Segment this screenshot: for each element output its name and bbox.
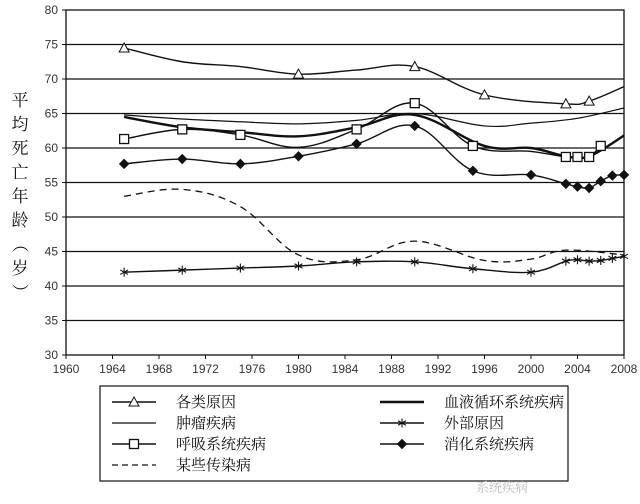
data-point <box>236 159 245 168</box>
series-0 <box>119 43 624 108</box>
x-tick-label: 1984 <box>331 362 359 376</box>
legend-label: 呼吸系统疾病 <box>176 435 267 453</box>
plot-area <box>45 3 638 376</box>
data-point <box>236 130 245 139</box>
x-tick-label: 1988 <box>378 362 405 376</box>
data-point <box>468 141 477 150</box>
x-tick-label: 1996 <box>471 362 498 376</box>
data-point <box>585 152 594 161</box>
series-3 <box>120 252 628 277</box>
data-point <box>120 159 129 168</box>
data-point <box>352 125 361 134</box>
series-line <box>124 103 601 158</box>
data-point <box>178 125 187 134</box>
y-axis-label-char: 龄 <box>11 211 29 231</box>
data-point <box>294 152 303 161</box>
series-4 <box>120 99 606 162</box>
x-tick-label: 2000 <box>517 362 545 376</box>
legend-label: 各类原因 <box>176 393 237 411</box>
y-axis-label-char: 平 <box>11 91 29 111</box>
x-tick-label: 1972 <box>192 362 219 376</box>
x-tick-label: 1960 <box>52 362 80 376</box>
data-point <box>585 184 594 193</box>
x-tick-label: 2004 <box>564 362 591 376</box>
y-axis-label-char: 年 <box>11 187 29 207</box>
legend-label: 肿瘤疾病 <box>176 414 237 432</box>
series-line <box>124 108 624 126</box>
series-2 <box>124 108 624 126</box>
y-axis-label-char: 岁 <box>11 259 29 279</box>
y-axis-label-char: （ <box>9 235 29 253</box>
data-point <box>410 99 419 108</box>
y-tick-label: 75 <box>44 37 58 52</box>
data-point <box>561 179 570 188</box>
legend-label: 外部原因 <box>444 414 505 432</box>
x-tick-label: 2008 <box>610 362 638 376</box>
y-axis-label-char: 亡 <box>11 163 29 183</box>
legend-label: 消化系统疾病 <box>444 435 535 453</box>
x-tick-label: 1980 <box>285 362 312 376</box>
data-point <box>620 170 629 179</box>
y-axis-label <box>9 91 29 301</box>
data-point <box>130 440 139 449</box>
y-tick-label: 50 <box>44 210 58 224</box>
y-tick-label: 55 <box>44 175 58 190</box>
data-point <box>120 135 129 144</box>
legend-label: 血液循环系统疾病 <box>444 393 565 411</box>
data-point <box>596 177 605 186</box>
data-point <box>608 171 617 180</box>
data-point <box>527 170 536 179</box>
data-point <box>468 166 477 175</box>
data-point <box>596 141 605 150</box>
y-axis-label-char: 死 <box>11 139 29 159</box>
data-point <box>561 152 570 161</box>
x-tick-label: 1992 <box>424 362 452 376</box>
data-point <box>573 152 582 161</box>
y-tick-label: 60 <box>44 141 58 155</box>
x-tick-label: 1964 <box>99 362 126 376</box>
legend-label: 某些传染病 <box>176 456 252 474</box>
y-tick-label: 80 <box>44 3 58 17</box>
data-point <box>573 182 582 191</box>
series-line <box>124 256 624 272</box>
y-tick-label: 65 <box>44 106 58 121</box>
legend <box>100 386 568 481</box>
x-tick-label: 1968 <box>145 362 173 376</box>
data-point <box>410 121 419 130</box>
x-tick-label: 1976 <box>238 362 266 376</box>
y-tick-label: 45 <box>44 244 58 259</box>
y-tick-label: 35 <box>44 313 58 328</box>
watermark-text: 系统疾病 <box>476 481 529 496</box>
series-line <box>124 48 624 104</box>
y-axis-label-char: ） <box>9 283 29 301</box>
y-tick-label: 40 <box>44 279 58 293</box>
data-point <box>352 139 361 148</box>
series-line <box>124 125 624 188</box>
y-axis-label-char: 均 <box>11 115 29 135</box>
data-point <box>178 155 187 164</box>
y-tick-label: 70 <box>44 72 58 86</box>
y-tick-label: 30 <box>44 348 58 362</box>
